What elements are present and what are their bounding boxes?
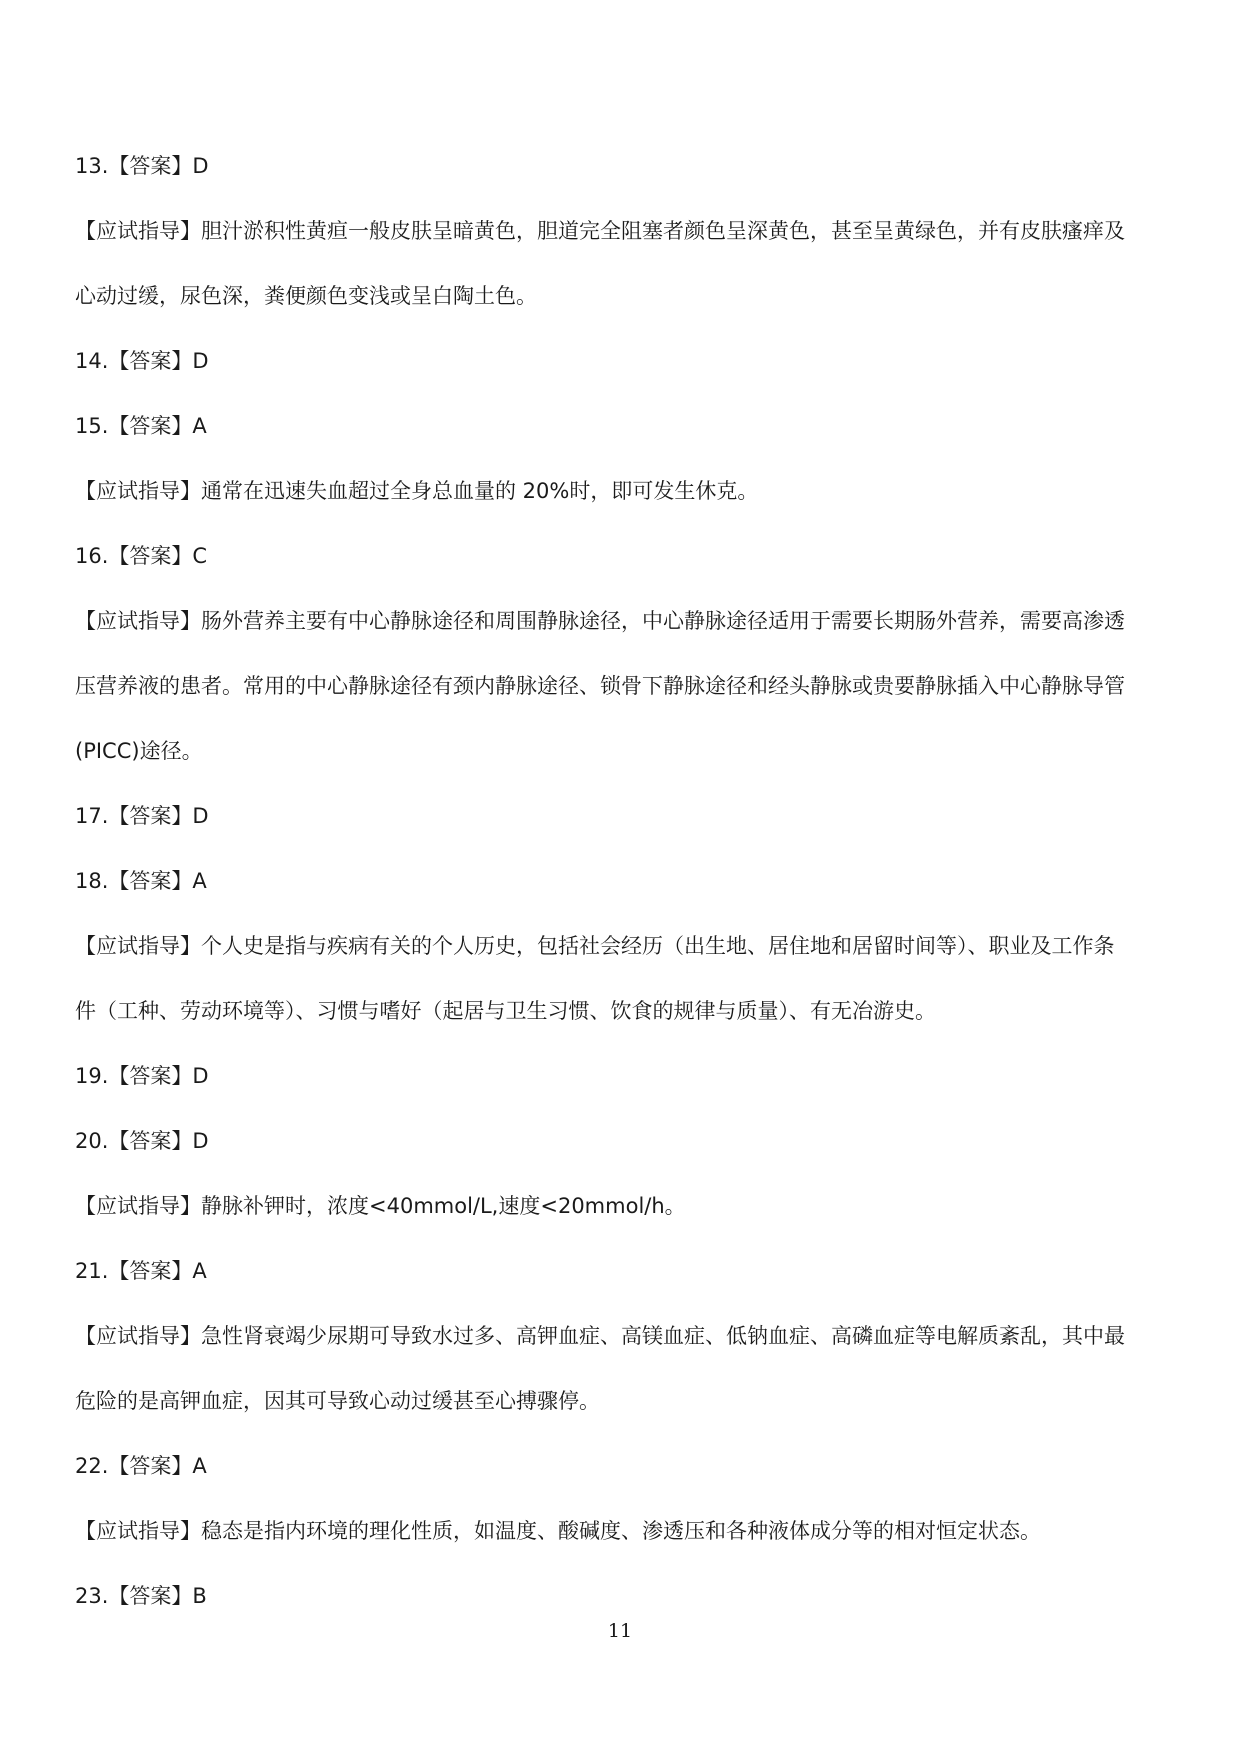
guidance-15: 【应试指导】通常在迅速失血超过全身总血量的 20%时，即可发生休克。: [75, 479, 759, 503]
guidance-21-line-2: 危险的是高钾血症，因其可导致心动过缓甚至心搏骤停。: [75, 1389, 600, 1413]
answer-23: 23.【答案】B: [75, 1584, 207, 1608]
guidance-18-line-2: 件（工种、劳动环境等）、习惯与嗜好（起居与卫生习惯、饮食的规律与质量）、有无冶游史。: [75, 999, 936, 1023]
guidance-16-line-2: 压营养液的患者。常用的中心静脉途径有颈内静脉途径、锁骨下静脉途径和经头静脉或贵要静脉插入中心静脉导管: [75, 674, 1125, 698]
guidance-13-line-2: 心动过缓，尿色深，粪便颜色变浅或呈白陶土色。: [75, 284, 537, 308]
guidance-21-line-1: 【应试指导】急性肾衰竭少尿期可导致水过多、高钾血症、高镁血症、低钠血症、高磷血症等电解质紊乱，其中最: [75, 1324, 1125, 1348]
answer-21: 21.【答案】A: [75, 1259, 207, 1283]
answer-19: 19.【答案】D: [75, 1064, 209, 1088]
guidance-22: 【应试指导】稳态是指内环境的理化性质，如温度、酸碱度、渗透压和各种液体成分等的相对恒定状态。: [75, 1519, 1041, 1543]
answer-14: 14.【答案】D: [75, 349, 209, 373]
answer-20: 20.【答案】D: [75, 1129, 209, 1153]
answer-18: 18.【答案】A: [75, 869, 207, 893]
answer-17: 17.【答案】D: [75, 804, 209, 828]
guidance-20: 【应试指导】静脉补钾时，浓度<40mmol/L,速度<20mmol/h。: [75, 1194, 686, 1218]
answer-15: 15.【答案】A: [75, 414, 207, 438]
guidance-18-line-1: 【应试指导】个人史是指与疾病有关的个人历史，包括社会经历（出生地、居住地和居留时间等）、职业及工作条: [75, 934, 1115, 958]
answer-explanations: [75, 134, 1165, 1629]
answer-22: 22.【答案】A: [75, 1454, 207, 1478]
guidance-16-line-3: (PICC)途径。: [75, 739, 203, 763]
guidance-13-line-1: 【应试指导】胆汁淤积性黄疸一般皮肤呈暗黄色，胆道完全阻塞者颜色呈深黄色，甚至呈黄绿色，并有皮肤瘙痒及: [75, 219, 1125, 243]
answer-16: 16.【答案】C: [75, 544, 208, 568]
answer-13: 13.【答案】D: [75, 154, 209, 178]
guidance-16-line-1: 【应试指导】肠外营养主要有中心静脉途径和周围静脉途径，中心静脉途径适用于需要长期肠外营养，需要高渗透: [75, 609, 1125, 633]
page-number: 11: [607, 1620, 633, 1642]
